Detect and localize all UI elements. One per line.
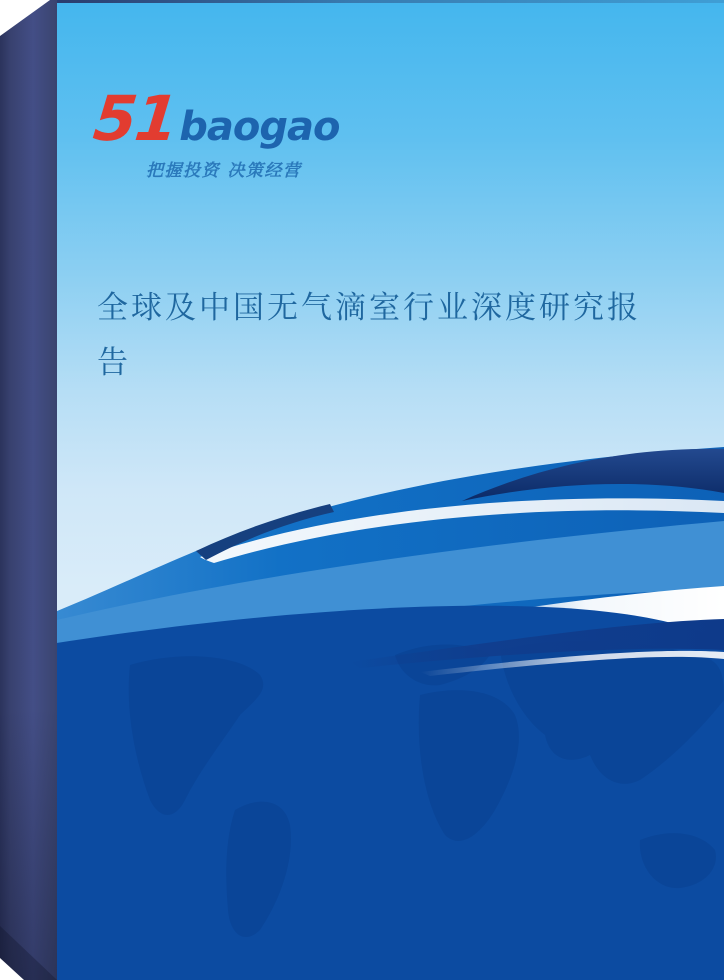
logo-word-baogao: baogao — [179, 104, 340, 150]
logo-tagline: 把握投资 决策经营 — [146, 161, 302, 181]
logo-mark-51: 51 — [90, 82, 181, 155]
logo — [90, 82, 340, 181]
report-title: 全球及中国无气滴室行业深度研究报告 — [97, 289, 641, 381]
left-navy-stripe — [0, 0, 57, 980]
logo-wordmark — [90, 82, 340, 155]
top-edge-line — [44, 0, 724, 3]
top-left-corner-triangle — [0, 0, 50, 36]
bottom-left-corner-triangle — [0, 958, 24, 980]
